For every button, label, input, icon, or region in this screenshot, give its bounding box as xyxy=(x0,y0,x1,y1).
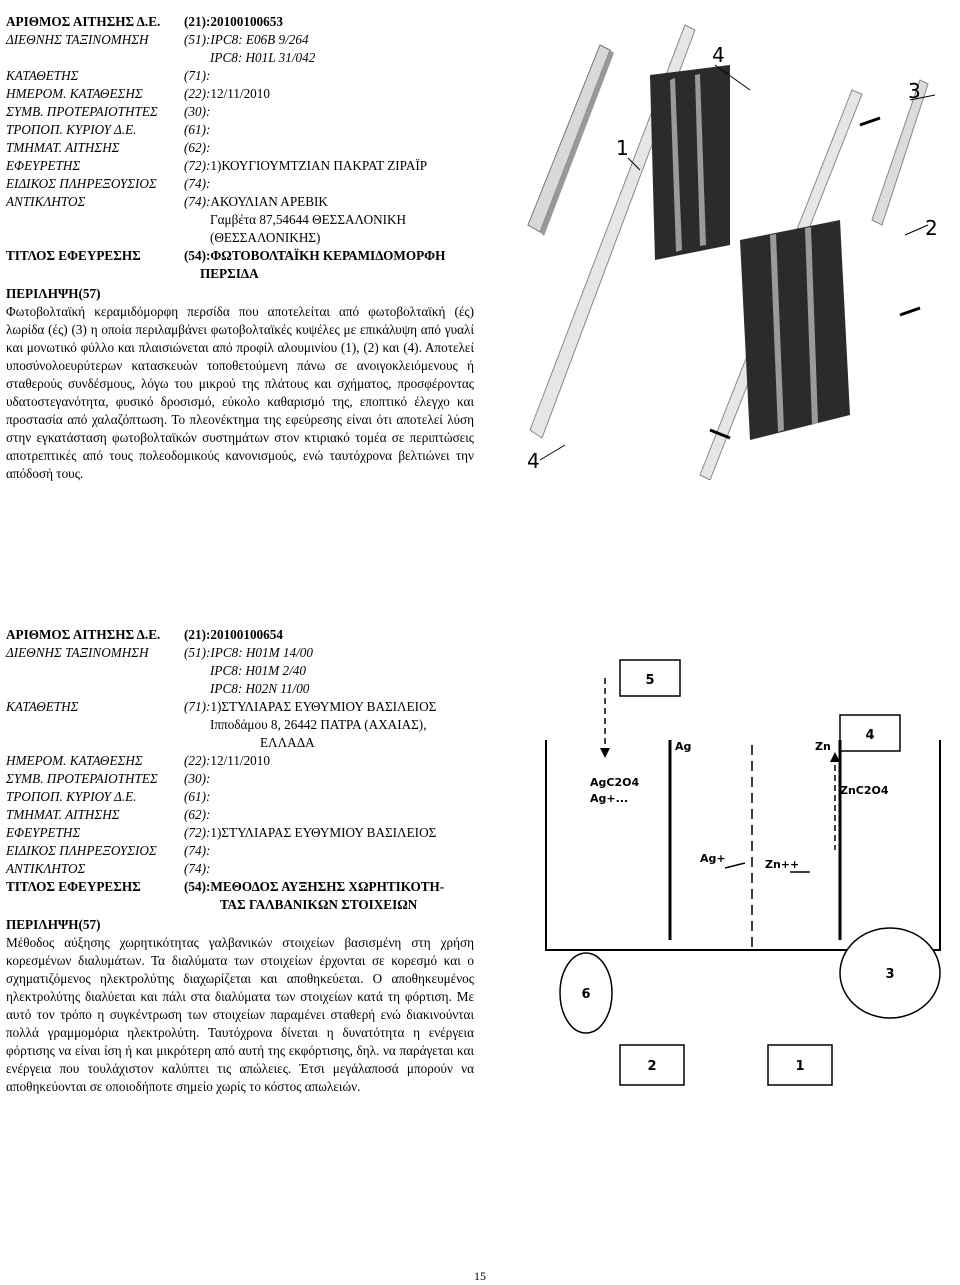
title-code: (54): xyxy=(184,248,211,263)
depositor-row xyxy=(6,67,474,85)
label-ag: Ag xyxy=(675,740,692,753)
divisional-label: ΤΜΗΜΑΤ. ΑΙΤΗΣΗΣ xyxy=(6,807,120,822)
priorities-label: ΣΥΜΒ. ΠΡΟΤΕΡΑΙΟΤΗΤΕΣ xyxy=(6,771,158,786)
divisional-code: (62): xyxy=(184,807,211,822)
title-value: ΜΕΘΟΔΟΣ ΑΥΞΗΣΗΣ ΧΩΡΗΤΙΚΟΤΗ- xyxy=(210,879,445,894)
classification-code: (51): xyxy=(184,32,211,47)
inventor-code: (72): xyxy=(184,825,211,840)
figure1-label-4-top: 4 xyxy=(712,43,725,67)
divisional-label: ΤΜΗΜΑΤ. ΑΙΤΗΣΗΣ xyxy=(6,140,120,155)
filing-date-label: ΗΜΕΡΟΜ. ΚΑΤΑΘΕΣΗΣ xyxy=(6,86,143,101)
abstract-heading: ΠΕΡΙΛΗΨΗ(57) xyxy=(6,286,101,301)
priorities-row xyxy=(6,770,474,788)
classification-code: (51): xyxy=(184,645,211,660)
classification-extra-1: IPC8: H01M 2/40 xyxy=(210,663,306,678)
application-number-code: (21): xyxy=(184,627,211,642)
priorities-code: (30): xyxy=(184,104,211,119)
label-ag-plus: Ag+ xyxy=(700,852,726,865)
figure-photovoltaic-louvre xyxy=(500,20,955,480)
figure1-label-2: 2 xyxy=(925,216,938,240)
inventor-code: (72): xyxy=(184,158,211,173)
representative-region: (ΘΕΣΣΑΛΟΝΙΚΗΣ) xyxy=(210,230,321,245)
filing-date-value: 12/11/2010 xyxy=(210,86,270,101)
label-agc2o4: AgC2O4 xyxy=(590,776,640,789)
filing-date-row xyxy=(6,85,474,103)
classification-value: IPC8: E06B 9/264 xyxy=(210,32,309,47)
representative-code: (74): xyxy=(184,861,211,876)
figure1-label-1: 1 xyxy=(616,136,629,160)
title-continued: ΤΑΣ ΓΑΛΒΑΝΙΚΩΝ ΣΤΟΙΧΕΙΩΝ xyxy=(220,897,418,912)
filing-date-code: (22): xyxy=(184,753,211,768)
special-agent-code: (74): xyxy=(184,843,211,858)
priorities-label: ΣΥΜΒ. ΠΡΟΤΕΡΑΙΟΤΗΤΕΣ xyxy=(6,104,158,119)
representative-row xyxy=(6,860,474,878)
classification-label: ΔΙΕΘΝΗΣ ΤΑΞΙΝΟΜΗΣΗ xyxy=(6,645,149,660)
depositor-country: ΕΛΛΑΔΑ xyxy=(260,735,315,750)
modification-row xyxy=(6,788,474,806)
special-agent-label: ΕΙΔΙΚΟΣ ΠΛΗΡΕΞΟΥΣΙΟΣ xyxy=(6,176,157,191)
filing-date-code: (22): xyxy=(184,86,211,101)
title-label: ΤΙΤΛΟΣ ΕΦΕΥΡΕΣΗΣ xyxy=(6,248,141,263)
inventor-label: ΕΦΕΥΡΕΤΗΣ xyxy=(6,825,81,840)
representative-code: (74): xyxy=(184,194,211,209)
divisional-row xyxy=(6,139,474,157)
figure-galvanic-cell xyxy=(530,650,950,1105)
modification-code: (61): xyxy=(184,122,211,137)
application-number-label: ΑΡΙΘΜΟΣ ΑΙΤΗΣΗΣ Δ.Ε. xyxy=(6,627,161,642)
application-number-code: (21): xyxy=(184,14,211,29)
abstract-text: Φωτοβολταϊκή κεραμιδόμορφη περσίδα που αποτελείται από φωτοβολταϊκή (ές) λωρίδα (ές) (3) η οποία περιλαμβάνει φωτοβολταϊκές κυψέλες με επικάλυψη από γυαλί και μονωτικό φύλλο και πλαισιώνεται από προφίλ αλουμινίου (1), (2) και (4). Αποτελεί υποσύνολοευρύτερων κατασκευών τοποθετούμενη πάνω σε ανοιγοκλειόμενους ή σταθερούς συνδέσμους, λόγω του μικρού της πλάτους και σχήματος, προσφέροντας υδατοστεγανότητα, φυσικό δροσισμό, εύκολο καθαρισμό της, εποπτικό έλεγχο και προστασία από χαλαζόπτωση. Το πλεονέκτημα της εφεύρεσης είναι ότι αποτελεί λύση στην εγκατάσταση φωτοβολταϊκών συστημάτων στον κτιριακό τομέα σε περιπτώσεις αποτρεπτικές από τους πολεοδομικούς κανονισμούς, ενώ ταυτόχρονα βελτιώνει την απόδοσή τους. xyxy=(6,304,474,481)
filing-date-label: ΗΜΕΡΟΜ. ΚΑΤΑΘΕΣΗΣ xyxy=(6,753,143,768)
application-number-label: ΑΡΙΘΜΟΣ ΑΙΤΗΣΗΣ Δ.Ε. xyxy=(6,14,161,29)
filing-date-row xyxy=(6,752,474,770)
representative-address: Γαμβέτα 87,54644 ΘΕΣΣΑΛΟΝΙΚΗ xyxy=(210,212,407,227)
figure1-label-3: 3 xyxy=(908,79,921,103)
box-5-label: 5 xyxy=(645,673,655,688)
inventor-label: ΕΦΕΥΡΕΤΗΣ xyxy=(6,158,81,173)
title-label: ΤΙΤΛΟΣ ΕΦΕΥΡΕΣΗΣ xyxy=(6,879,141,894)
divisional-code: (62): xyxy=(184,140,211,155)
filing-date-value: 12/11/2010 xyxy=(210,753,270,768)
depositor-code: (71): xyxy=(184,68,211,83)
modification-code: (61): xyxy=(184,789,211,804)
classification-row xyxy=(6,644,474,662)
application-number-row xyxy=(6,13,474,31)
modification-label: ΤΡΟΠΟΠ. ΚΥΡΙΟΥ Δ.Ε. xyxy=(6,789,137,804)
title-code: (54): xyxy=(184,879,211,894)
label-ag-plus-dots: Ag+... xyxy=(590,792,629,805)
representative-label: ΑΝΤΙΚΛΗΤΟΣ xyxy=(6,861,86,876)
application-number-row xyxy=(6,626,474,644)
depositor-code: (71): xyxy=(184,699,211,714)
title-value: ΦΩΤΟΒΟΛΤΑΪΚΗ ΚΕΡΑΜΙΔΟΜΟΡΦΗ xyxy=(210,248,446,263)
classification-extra-2: IPC8: H02N 11/00 xyxy=(210,681,310,696)
depositor-address: Ιπποδάμου 8, 26442 ΠΑΤΡΑ (ΑΧΑΙΑΣ), xyxy=(210,717,427,732)
circle-6-label: 6 xyxy=(581,987,591,1002)
inventor-row xyxy=(6,157,474,175)
box-4-label: 4 xyxy=(865,728,875,743)
inventor-value: 1)ΚΟΥΓΙΟΥΜΤΖΙΑΝ ΠΑΚΡΑΤ ΖΙΡΑΪΡ xyxy=(210,158,428,173)
modification-row xyxy=(6,121,474,139)
application-number-value: 20100100654 xyxy=(210,627,283,642)
figure1-label-4-bottom: 4 xyxy=(527,449,540,473)
patent-entry-2 xyxy=(6,626,474,1096)
depositor-label: ΚΑΤΑΘΕΤΗΣ xyxy=(6,699,79,714)
representative-label: ΑΝΤΙΚΛΗΤΟΣ xyxy=(6,194,86,209)
priorities-code: (30): xyxy=(184,771,211,786)
patent-entry-1 xyxy=(6,13,474,483)
label-zn-plus-plus: Zn++ xyxy=(765,858,800,871)
special-agent-label: ΕΙΔΙΚΟΣ ΠΛΗΡΕΞΟΥΣΙΟΣ xyxy=(6,843,157,858)
classification-extra: IPC8: H01L 31/042 xyxy=(210,50,316,65)
inventor-value: 1)ΣΤΥΛΙΑΡΑΣ ΕΥΘΥΜΙΟΥ ΒΑΣΙΛΕΙΟΣ xyxy=(210,825,437,840)
abstract-text: Μέθοδος αύξησης χωρητικότητας γαλβανικών στοιχείων βασισμένη στη χρήση κορεσμένων διαλυμάτων. Τα διαλύματα των στοιχείων έρχονται σε κορεσμό και ο σχηματιζόμενος ηλεκτρολύτης διαχωρίζεται και αποθηκεύεται. Ο αποθηκευμένος ηλεκτρολύτης διαλύεται και πάλι στα διαλύματα των στοιχείων κατά τη φόρτιση. Με αυτό τον τρόπο η συγκέντρωση των στοιχείων παραμένει σταθερή ενώ διακινούνται πολλά γραμμομόρια ηλεκτρολύτη. Ταυτόχρονα δίνεται η δυνατότητα η ενέργεια φόρτισης να είναι ίση ή και μικρότερη από αυτή της εκφόρτισης, δηλ. να παράγεται και ενέργεια που τουλάχιστον καλύπτει τις απώλειες. Έτσι μεγάλαποσά μπορούν να αποθηκεύονται σε οποιοδήποτε σημείο χωρίς το κόστος απωλειών. xyxy=(6,935,474,1094)
depositor-value: 1)ΣΤΥΛΙΑΡΑΣ ΕΥΘΥΜΙΟΥ ΒΑΣΙΛΕΙΟΣ xyxy=(210,699,437,714)
classification-row xyxy=(6,31,474,49)
classification-label: ΔΙΕΘΝΗΣ ΤΑΞΙΝΟΜΗΣΗ xyxy=(6,32,149,47)
title-continued: ΠΕΡΣΙΔΑ xyxy=(200,266,259,281)
representative-value: ΑΚΟΥΛΙΑΝ ΑΡΕΒΙΚ xyxy=(210,194,328,209)
title-row xyxy=(6,247,474,265)
title-row xyxy=(6,878,474,896)
label-znc2o4: ZnC2O4 xyxy=(840,784,889,797)
divisional-row xyxy=(6,806,474,824)
modification-label: ΤΡΟΠΟΠ. ΚΥΡΙΟΥ Δ.Ε. xyxy=(6,122,137,137)
box-2-label: 2 xyxy=(647,1059,657,1074)
depositor-label: ΚΑΤΑΘΕΤΗΣ xyxy=(6,68,79,83)
box-1-label: 1 xyxy=(795,1059,805,1074)
circle-3-label: 3 xyxy=(885,967,895,982)
label-zn: Zn xyxy=(815,740,831,753)
special-agent-row xyxy=(6,842,474,860)
application-number-value: 20100100653 xyxy=(210,14,283,29)
page-number: 15 xyxy=(474,1269,486,1283)
representative-row xyxy=(6,193,474,211)
inventor-row xyxy=(6,824,474,842)
priorities-row xyxy=(6,103,474,121)
depositor-row xyxy=(6,698,474,716)
special-agent-code: (74): xyxy=(184,176,211,191)
special-agent-row xyxy=(6,175,474,193)
abstract-heading: ΠΕΡΙΛΗΨΗ(57) xyxy=(6,917,101,932)
classification-value: IPC8: H01M 14/00 xyxy=(210,645,313,660)
